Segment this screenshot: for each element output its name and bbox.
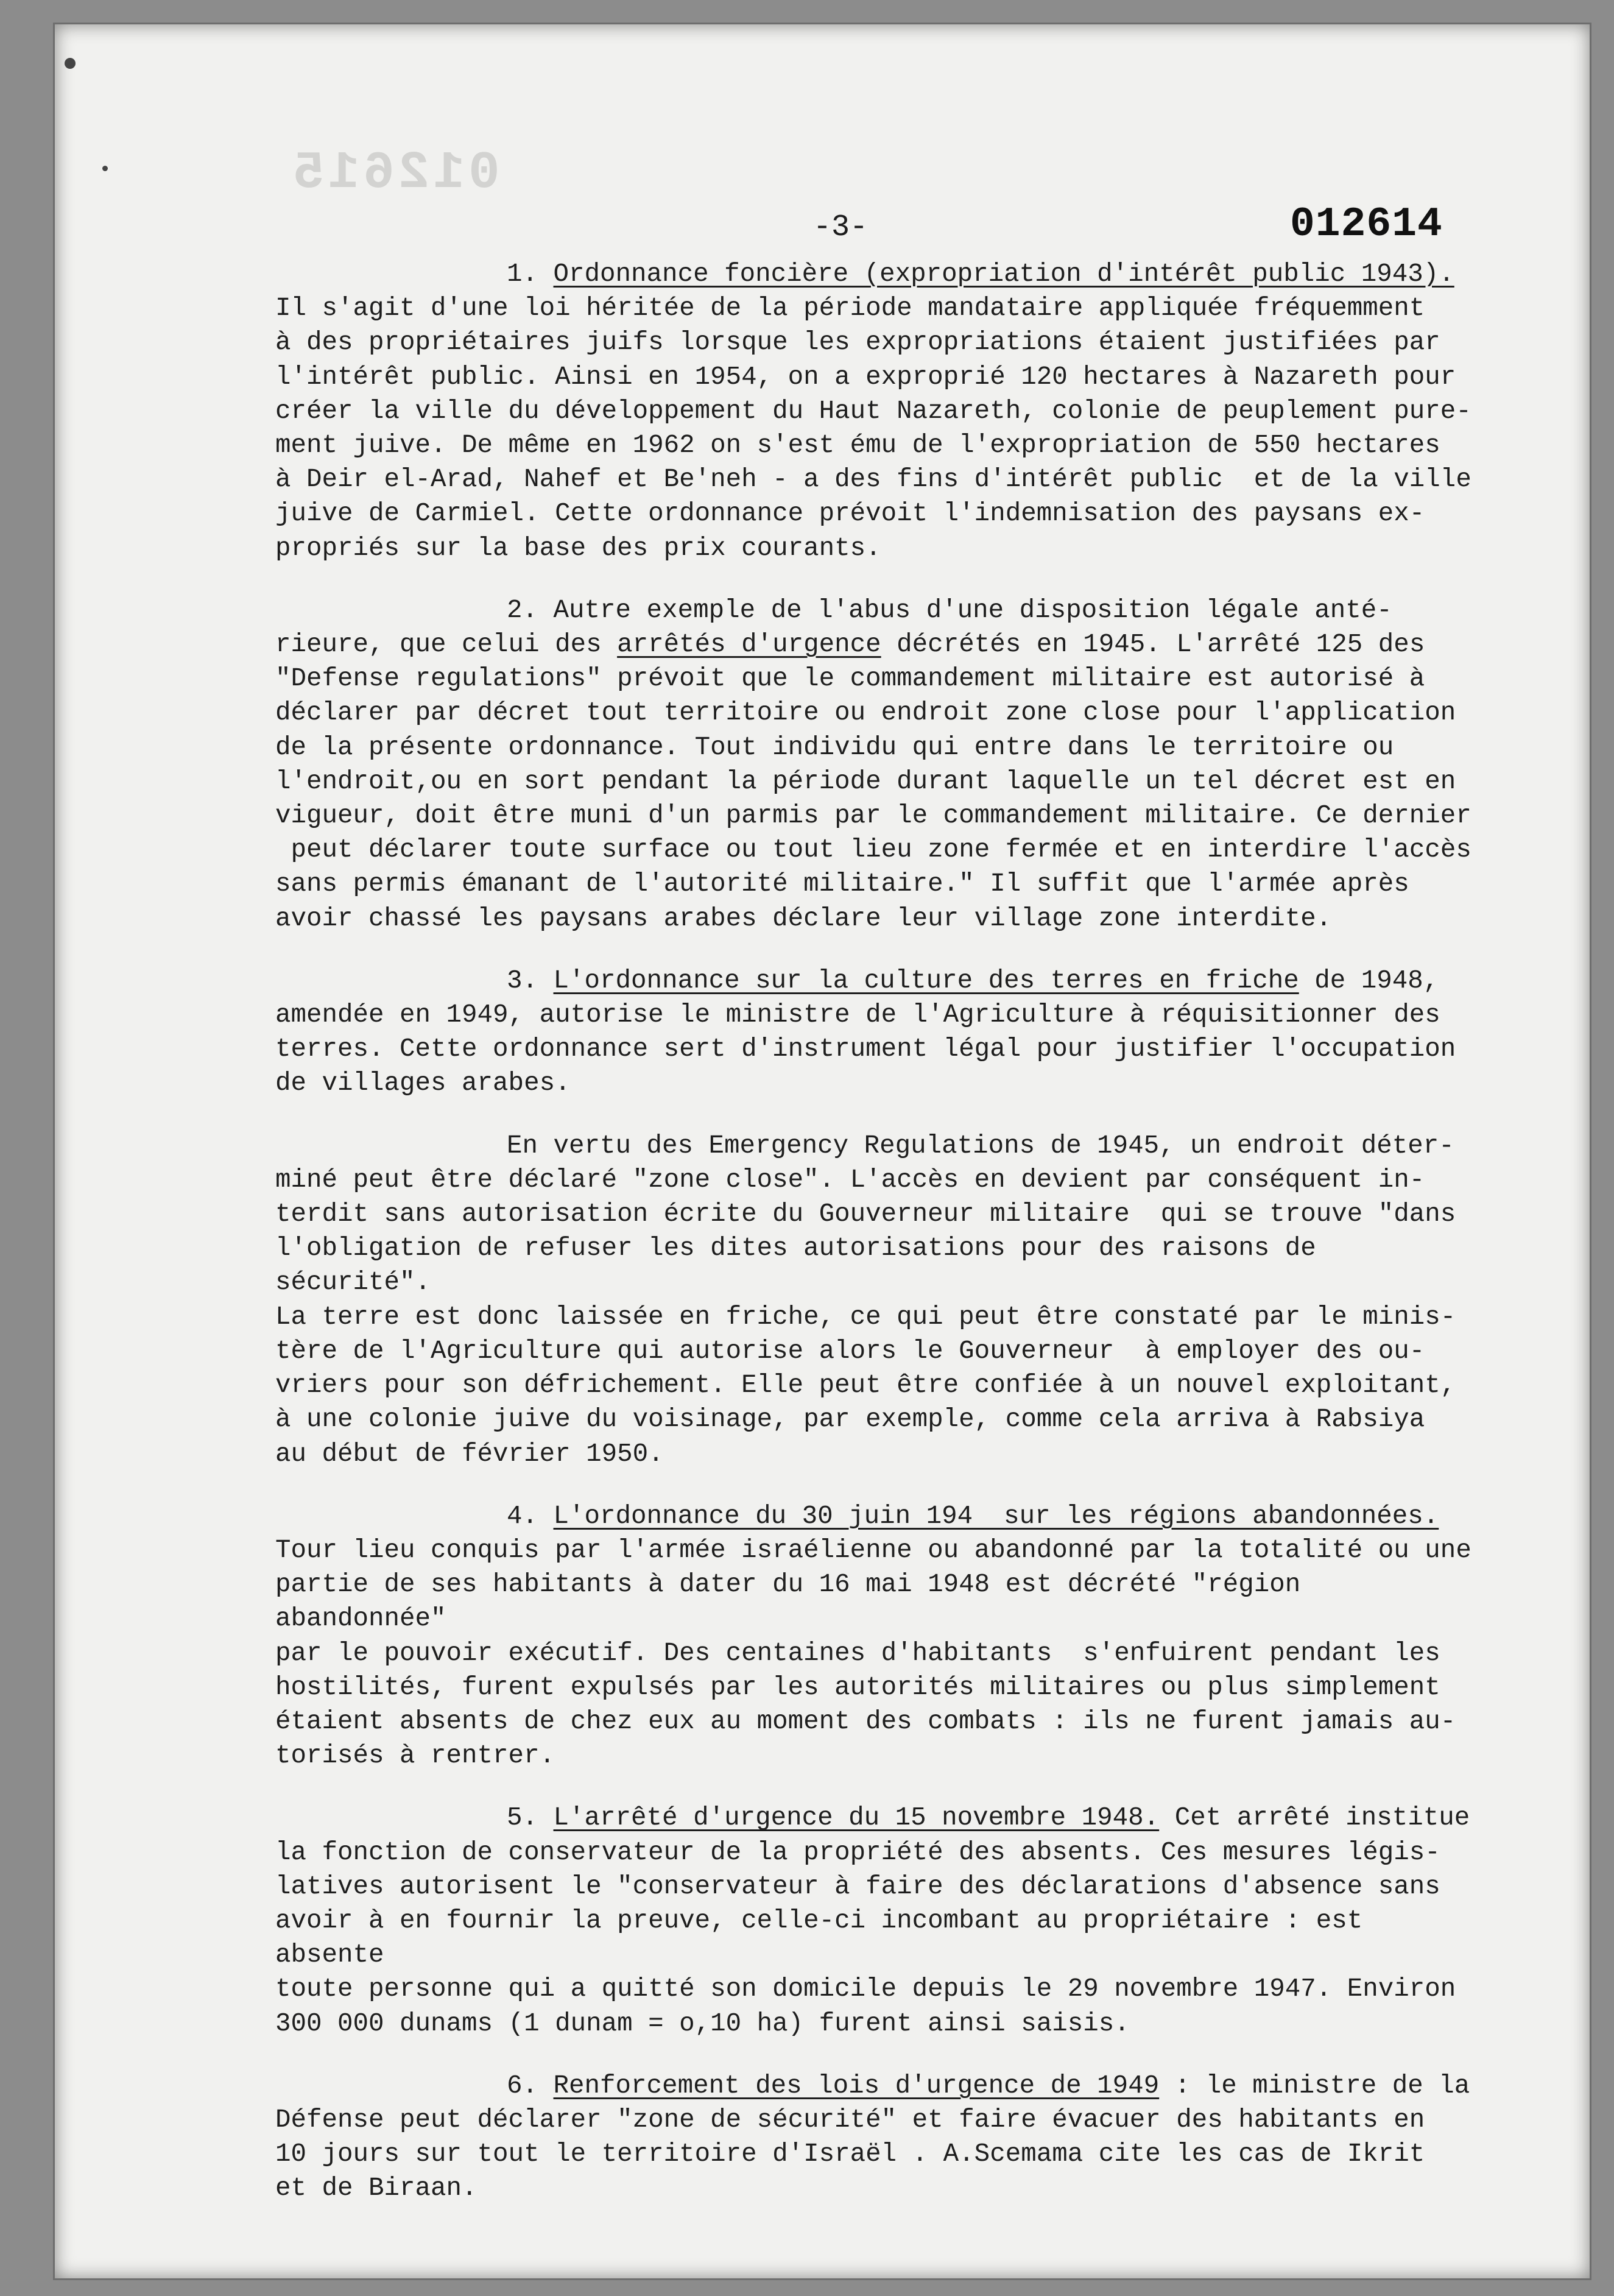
faint-stamp-number: 012615: [289, 143, 500, 203]
text-line: torisés à rentrer.: [275, 1741, 555, 1771]
text-line: "Defense regulations" prévoit que le commandement militaire est autorisé à: [275, 664, 1425, 694]
text-line: de villages arabes.: [275, 1069, 571, 1098]
text-fragment: : le ministre de la: [1159, 2071, 1470, 2100]
text-line: à Deir el-Arad, Nahef et Be'neh - a des fins d'intérêt public et de la ville: [275, 465, 1471, 495]
text-line: à des propriétaires juifs lorsque les expropriations étaient justifiées par: [275, 328, 1440, 358]
text-line: vriers pour son défrichement. Elle peut être confiée à un nouvel exploitant,: [275, 1371, 1456, 1401]
text-line: terres. Cette ordonnance sert d'instrument légal pour justifier l'occupation: [275, 1034, 1456, 1064]
text-line: de la présente ordonnance. Tout individu qui entre dans le territoire ou: [275, 732, 1394, 762]
text-line: La terre est donc laissée en friche, ce qui peut être constaté par le minis-: [275, 1302, 1456, 1332]
section-2: [275, 593, 1484, 936]
section-1: [275, 257, 1484, 565]
text-fragment: Cet arrêté institue: [1159, 1803, 1470, 1833]
text-line: partie de ses habitants à dater du 16 mai 1948 est décrété "région abandonnée": [275, 1570, 1316, 1634]
text-line: amendée en 1949, autorise le ministre de l'Agriculture à réquisitionner des: [275, 1000, 1440, 1030]
text-line: créer la ville du développement du Haut Nazareth, colonie de peuplement pure-: [275, 396, 1471, 426]
text-line: 300 000 dunams (1 dunam = o,10 ha) furent ainsi saisis.: [275, 2008, 1130, 2038]
text-line: Défense peut déclarer "zone de sécurité" et faire évacuer des habitants en: [275, 2105, 1425, 2135]
text-line: toute personne qui a quitté son domicile depuis le 29 novembre 1947. Environ: [275, 1974, 1456, 2004]
section-4: [275, 1499, 1484, 1773]
text-line: peut déclarer toute surface ou tout lieu zone fermée et en interdire l'accès: [275, 835, 1471, 865]
text-line: sans permis émanant de l'autorité militaire." Il suffit que l'armée après: [275, 869, 1409, 899]
text-line: et de Biraan.: [275, 2174, 478, 2203]
text-line: par le pouvoir exécutif. Des centaines d'habitants s'enfuirent pendant les: [275, 1638, 1440, 1668]
text-fragment: de 1948,: [1299, 966, 1439, 995]
section-number: 6.: [507, 2071, 538, 2100]
section-number: 5.: [507, 1803, 538, 1833]
text-line: vigueur, doit être muni d'un parmis par le commandement militaire. Ce dernier: [275, 801, 1471, 831]
text-line: la fonction de conservateur de la propriété des absents. Ces mesures légis-: [275, 1837, 1440, 1867]
text-line: miné peut être déclaré "zone close". L'accès en devient par conséquent in-: [275, 1165, 1425, 1195]
text-fragment: décrétés en 1945. L'arrêté 125 des: [881, 630, 1425, 660]
section-number: 3.: [507, 966, 538, 995]
section-title: L'arrêté d'urgence du 15 novembre 1948.: [553, 1803, 1160, 1833]
section-title: arrêtés d'urgence: [617, 630, 881, 660]
text-line: propriés sur la base des prix courants.: [275, 533, 881, 563]
section-title: L'ordonnance du 30 juin 194 sur les régions abandonnées.: [553, 1501, 1439, 1531]
section-number: 4.: [507, 1501, 538, 1531]
text-line: tère de l'Agriculture qui autorise alors le Gouverneur à employer des ou-: [275, 1336, 1425, 1366]
section-lead: Autre exemple de l'abus d'une disposition légale anté-: [553, 595, 1392, 625]
text-line: l'intérêt public. Ainsi en 1954, on a exproprié 120 hectares à Nazareth pour: [275, 362, 1456, 392]
section-3: [275, 964, 1484, 1101]
text-line: l'obligation de refuser les dites autorisations pour des raisons de sécurité".: [275, 1234, 1332, 1298]
document-body: [275, 257, 1484, 2206]
text-line: latives autorisent le "conservateur à faire des déclarations d'absence sans: [275, 1871, 1440, 1901]
text-line: hostilités, furent expulsés par les autorités militaires ou plus simplement: [275, 1672, 1440, 1702]
text-line: avoir chassé les paysans arabes déclare leur village zone interdite.: [275, 903, 1332, 933]
section-title: Renforcement des lois d'urgence de 1949: [553, 2071, 1160, 2100]
page-number: -3-: [813, 210, 869, 245]
document-number: 012614: [1290, 201, 1443, 248]
section-title: Ordonnance foncière (expropriation d'intérêt public 1943).: [553, 260, 1454, 289]
scan-speck: [65, 58, 76, 69]
text-line: avoir à en fournir la preuve, celle-ci incombant au propriétaire : est absente: [275, 1906, 1378, 1970]
text-line: ment juive. De même en 1962 on s'est ému de l'expropriation de 550 hectares: [275, 431, 1440, 461]
section-title: L'ordonnance sur la culture des terres en friche: [553, 966, 1299, 995]
text-line: l'endroit,ou en sort pendant la période durant laquelle un tel décret est en: [275, 766, 1456, 796]
text-line: à une colonie juive du voisinage, par exemple, comme cela arriva à Rabsiya: [275, 1405, 1425, 1435]
text-line: Il s'agit d'une loi héritée de la période mandataire appliquée fréquemment: [275, 294, 1425, 323]
section-5: [275, 1801, 1484, 2040]
text-line: 10 jours sur tout le territoire d'Israël . A.Scemama cite les cas de Ikrit: [275, 2139, 1425, 2169]
text-line: Tour lieu conquis par l'armée israélienne ou abandonné par la totalité ou une: [275, 1535, 1471, 1565]
paragraph-emergency-regulations: [275, 1129, 1484, 1471]
text-line: étaient absents de chez eux au moment des combats : ils ne furent jamais au-: [275, 1706, 1456, 1736]
scan-speck: [102, 166, 108, 171]
section-6: [275, 2069, 1484, 2206]
text-line: déclarer par décret tout territoire ou endroit zone close pour l'application: [275, 698, 1456, 728]
text-line: terdit sans autorisation écrite du Gouverneur militaire qui se trouve "dans: [275, 1199, 1456, 1229]
text-fragment: rieure, que celui des: [275, 630, 618, 660]
paragraph-lead: En vertu des Emergency Regulations de 1945, un endroit déter-: [507, 1131, 1454, 1160]
text-line: au début de février 1950.: [275, 1439, 664, 1469]
section-number: 2.: [507, 595, 538, 625]
text-line: juive de Carmiel. Cette ordonnance prévoit l'indemnisation des paysans ex-: [275, 499, 1425, 529]
section-number: 1.: [507, 260, 538, 289]
